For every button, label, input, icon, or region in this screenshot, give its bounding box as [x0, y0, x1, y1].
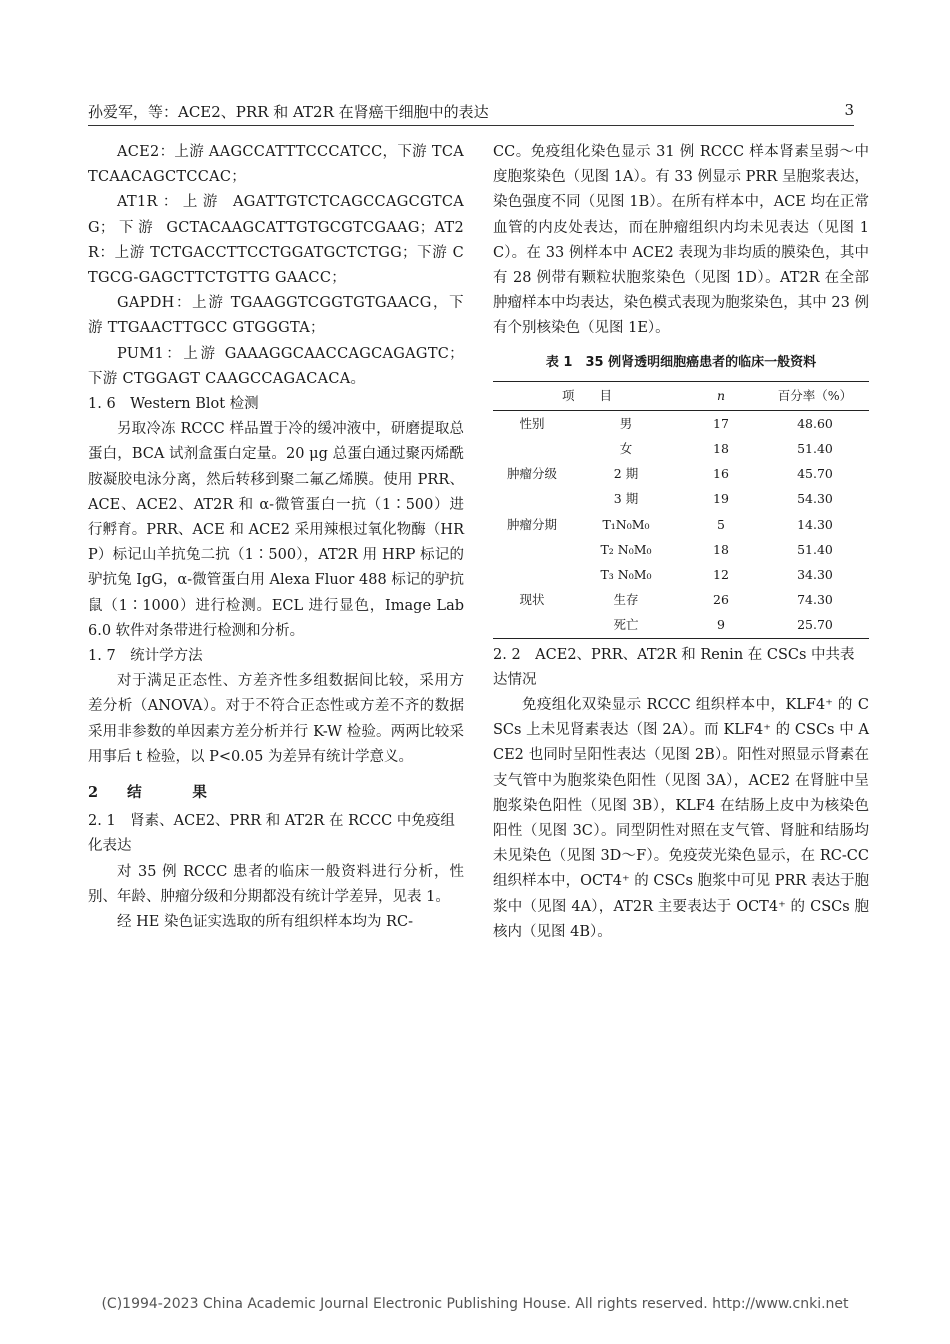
- table-cell-item: [493, 612, 571, 638]
- table-cell-n: 5: [717, 516, 725, 532]
- section-heading-2: 2 结 果: [88, 784, 215, 802]
- right-column: [493, 140, 869, 945]
- table-cell-item: [493, 562, 571, 587]
- table-cell-subitem: 女: [619, 441, 633, 457]
- table-cell-n: 12: [713, 567, 729, 583]
- table-cell-n: 9: [717, 617, 725, 633]
- primer-gapdh: GAPDH：上游 TGAAGGTCGGTGTGAACG，下游 TTGAACTTGCC GTGGGTA；: [88, 295, 464, 337]
- paragraph-coexpression: 免疫组化双染显示 RCCC 组织样本中，KLF4⁺ 的 CSCs 上未见肾素表达（图 2A）。而 KLF4⁺ 的 CSCs 中 ACE2 也同时呈阳性表达（见图 2B）。阳性对照显示肾素在支气管中为胞浆染色阳性（见图 3A），ACE2 在肾脏中呈胞浆染色阳性（见图 3B），KLF4 在结肠上皮中为核染色阳性（见图 3C）。同型阴性对照在支气管、肾脏和结肠均未见染色（见图 3D～F）。免疫荧光染色显示，在 RC-CC 组织样本中，OCT4⁺ 的 CSCs 胞浆中可见 PRR 表达于胞浆中（见图 4A），AT2R 主要表达于 OCT4⁺ 的 CSCs 胞核内（见图 4B）。: [493, 697, 869, 940]
- table-cell-percent: 74.30: [797, 592, 833, 608]
- section-heading-2-1: 2. 1 肾素、ACE2、PRR 和 AT2R 在 RCCC 中免疫组化表达: [88, 813, 455, 855]
- table-row: [493, 410, 869, 436]
- table-row: [493, 512, 869, 537]
- table-cell-subitem: 2 期: [613, 466, 639, 482]
- table-row: [493, 587, 869, 612]
- section-heading-2-2: 2. 2 ACE2、PRR、AT2R 和 Renin 在 CSCs 中共表达情况: [493, 646, 855, 688]
- running-header: [88, 101, 854, 123]
- paragraph-clinical-data: 对 35 例 RCCC 患者的临床一般资料进行分析，性别、年龄、肿瘤分级和分期都没有统计学差异，见表 1。: [88, 863, 464, 905]
- running-header-title: 孙爱军，等：ACE2、PRR 和 AT2R 在肾癌干细胞中的表达: [88, 103, 489, 121]
- table-header-item: 项 目: [561, 388, 612, 404]
- section-heading-1-7: 1. 7 统计学方法: [88, 648, 203, 665]
- primer-ace2: ACE2：上游 AAGCCATTTCCCATCC，下游 TCATCAACAGCTCCAC；: [88, 144, 464, 186]
- table-cell-subitem: T₃ N₀M₀: [600, 567, 652, 583]
- paragraph-he-staining: 经 HE 染色证实选取的所有组织样本均为 RC-: [117, 914, 413, 931]
- table-cell-percent: 45.70: [797, 466, 833, 482]
- clinical-data-table: [493, 381, 869, 639]
- paragraph-western-blot: 另取冷冻 RCCC 样品置于冷的缓冲液中，研磨提取总蛋白，BCA 试剂盒蛋白定量。20 μg 总蛋白通过聚丙烯酰胺凝胶电泳分离，然后转移到聚二氟乙烯膜。使用 PRR、ACE、ACE2、AT2R 和 α-微管蛋白一抗（1∶500）进行孵育。PRR、ACE 和 ACE2 采用辣根过氧化物酶（HRP）标记山羊抗兔二抗（1∶500），AT2R 用 HRP 标记的驴抗兔 IgG，α-微管蛋白用 Alexa Fluor 488 标记的驴抗鼠（1∶1000）进行检测。ECL 进行显色，Image Lab 6.0 软件对条带进行检测和分析。: [88, 421, 464, 639]
- table-row: [493, 486, 869, 511]
- table-header-percent: 百分率（%）: [777, 388, 853, 404]
- paragraph-statistics: 对于满足正态性、方差齐性多组数据间比较，采用方差分析（ANOVA）。对于不符合正态性或方差不齐的数据采用非参数的单因素方差分析并行 K-W 检验。两两比较采用事后 t 检验，以 P<0.05 为差异有统计学意义。: [88, 673, 464, 765]
- table-cell-percent: 54.30: [797, 491, 833, 507]
- copyright-footer: (C)1994-2023 China Academic Journal Electronic Publishing House. All rights reserved. http://www.cnki.net: [101, 1296, 849, 1312]
- table-cell-subitem: 死亡: [613, 617, 639, 633]
- table-row: [493, 562, 869, 587]
- table-cell-subitem: 男: [619, 415, 633, 431]
- table-cell-subitem: 生存: [613, 592, 639, 608]
- table-cell-item: [493, 537, 571, 562]
- primer-pum1: PUM1：上游 GAAAGGCAACCAGCAGAGTC；下游 CTGGAGT CAAGCCAGACACA。: [88, 345, 464, 387]
- table-cell-item: 肿瘤分期: [506, 516, 557, 532]
- table-cell-n: 18: [713, 441, 729, 457]
- table-cell-percent: 48.60: [797, 415, 833, 431]
- table-cell-item: 性别: [519, 415, 545, 431]
- table-row: [493, 436, 869, 461]
- paragraph-ihc-results: CC。免疫组化染色显示 31 例 RCCC 样本肾素呈弱～中度胞浆染色（见图 1A）。有 33 例显示 PRR 呈胞浆表达，染色强度不同（见图 1B）。在所有样本中，ACE 均在正常血管的内皮处表达，而在肿瘤组织内均未见表达（见图 1C）。在 33 例样本中 ACE2 表现为非均质的膜染色，其中有 28 例带有颗粒状胞浆染色（见图 1D）。AT2R 在全部肿瘤样本中均表达，染色模式表现为胞浆染色，其中 23 例有个别核染色（见图 1E）。: [493, 144, 869, 337]
- table-row: [493, 461, 869, 486]
- table-cell-item: 现状: [519, 592, 545, 608]
- table-cell-n: 19: [713, 491, 729, 507]
- table-cell-percent: 25.70: [797, 617, 833, 633]
- table-caption: 表 1 35 例肾透明细胞癌患者的临床一般资料: [545, 354, 817, 370]
- table-cell-n: 17: [713, 415, 729, 431]
- header-rule: [88, 125, 854, 126]
- table-row: [493, 537, 869, 562]
- table-cell-subitem: T₂ N₀M₀: [600, 541, 652, 557]
- table-cell-percent: 51.40: [797, 441, 833, 457]
- table-cell-n: 18: [713, 541, 729, 557]
- table-row: [493, 612, 869, 638]
- table-header-n: n: [716, 388, 726, 404]
- table-cell-percent: 14.30: [797, 516, 833, 532]
- table-cell-item: [493, 486, 571, 511]
- table-cell-subitem: 3 期: [613, 491, 639, 507]
- table-cell-item: [493, 436, 571, 461]
- table-cell-n: 26: [713, 592, 729, 608]
- page-number: 3: [844, 101, 854, 119]
- section-heading-1-6: 1. 6 Western Blot 检测: [88, 396, 259, 413]
- table-cell-percent: 51.40: [797, 541, 833, 557]
- table-header-row: [493, 381, 869, 410]
- table-cell-subitem: T₁N₀M₀: [602, 516, 650, 532]
- left-column: [88, 140, 464, 935]
- table-cell-n: 16: [713, 466, 729, 482]
- table-cell-item: 肿瘤分级: [506, 466, 557, 482]
- table-cell-percent: 34.30: [797, 567, 833, 583]
- primer-at1r-at2r: AT1R：上游 AGATTGTCTCAGCCAGCGTCAG；下游 GCTACAAGCATTGTGCGTCGAAG；AT2R：上游 TCTGACCTTCCTGGATGCTCTGG；下游 CTGCG-GAGCTTCTGTTG GAACC；: [88, 194, 464, 287]
